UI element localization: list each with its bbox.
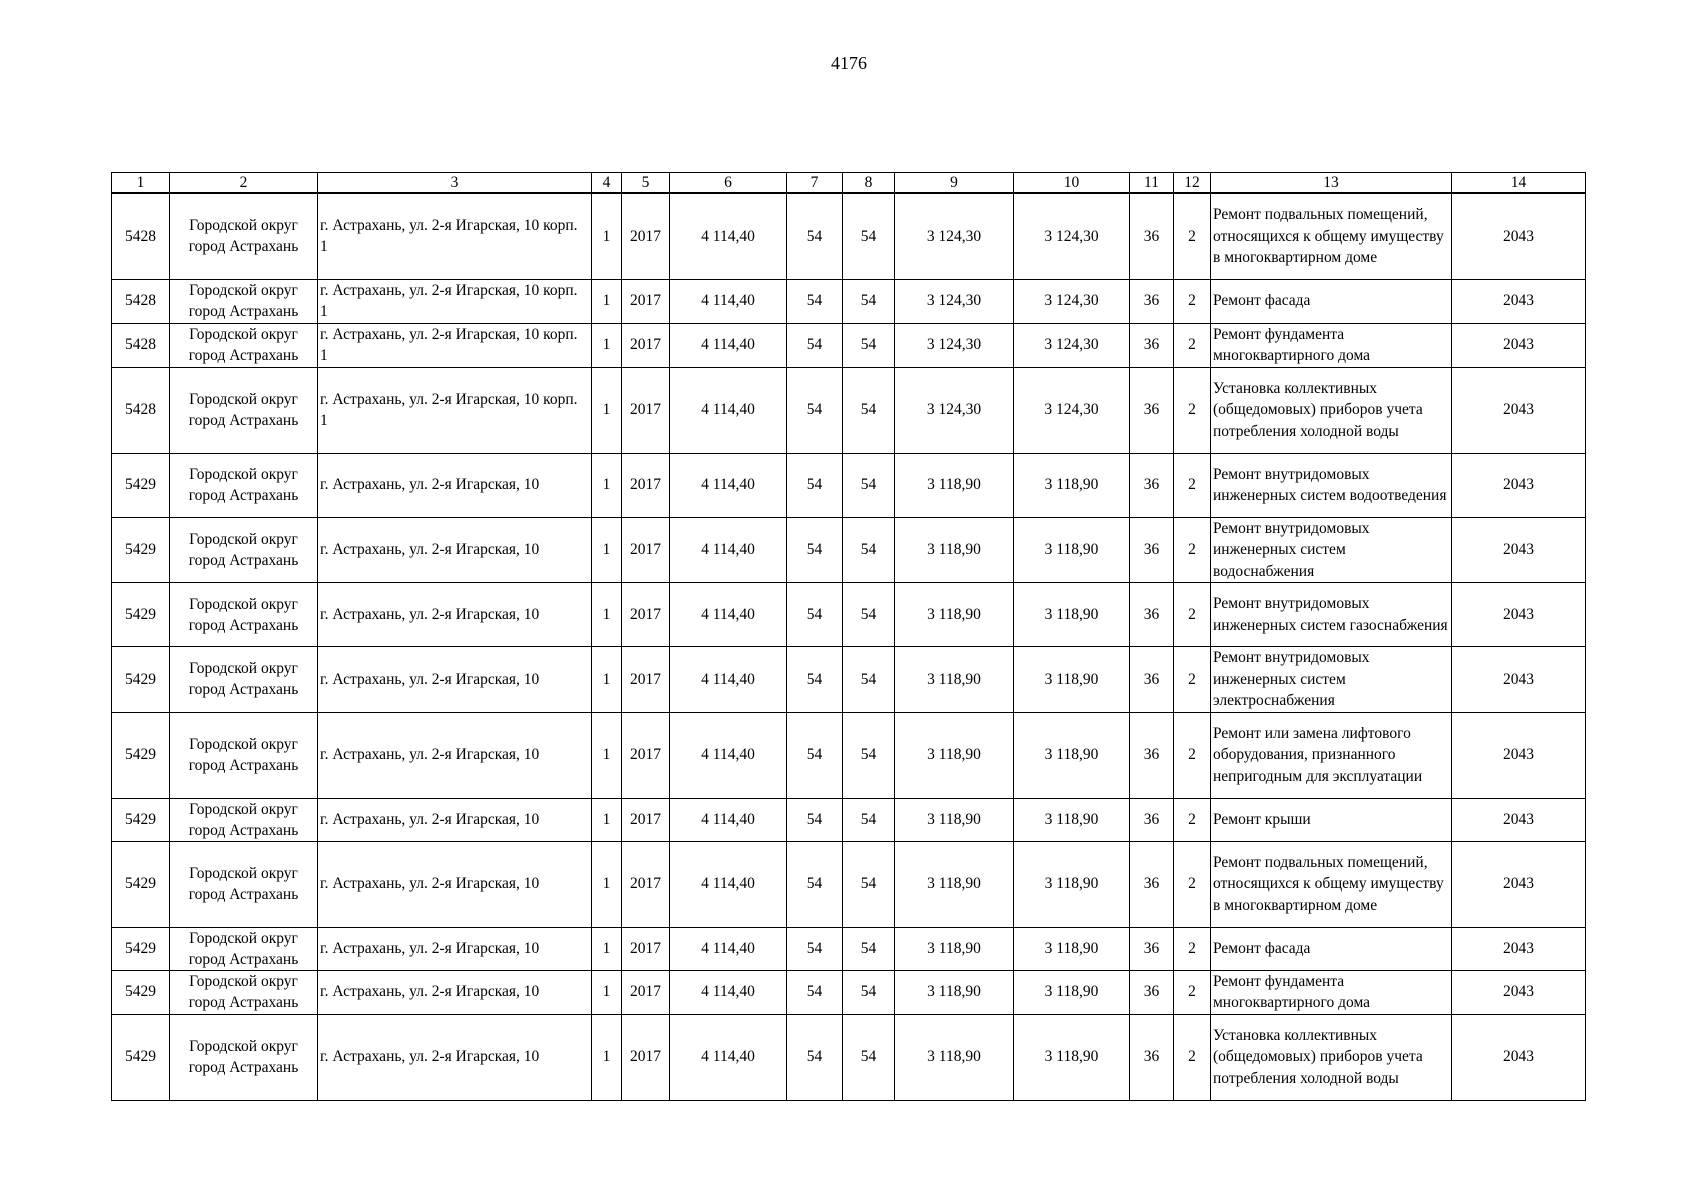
table-row: [112, 323, 1586, 367]
col-4-cell: 1: [592, 367, 622, 453]
col-11-cell: 36: [1130, 647, 1174, 713]
living-area-cell: 3 124,30: [895, 193, 1014, 279]
column-number-row: [112, 173, 1586, 194]
col-12-cell: 2: [1174, 927, 1211, 970]
municipality-cell: Городской округ город Астрахань: [170, 841, 318, 927]
table-row: [112, 647, 1586, 713]
living-area-cell: 3 118,90: [895, 927, 1014, 970]
col-4-cell: 1: [592, 583, 622, 647]
page-number: 4176: [831, 53, 867, 73]
total-area-cell: 4 114,40: [670, 517, 787, 583]
table-row: [112, 279, 1586, 323]
col-10-cell: 3 124,30: [1014, 323, 1130, 367]
municipality-cell: Городской округ город Астрахань: [170, 279, 318, 323]
record-number-cell: 5429: [112, 927, 170, 970]
year-cell: 2017: [622, 970, 670, 1014]
total-area-cell: 4 114,40: [670, 367, 787, 453]
table-header: [112, 173, 1586, 194]
col-8-cell: 54: [843, 798, 895, 841]
record-number-cell: 5429: [112, 970, 170, 1014]
work-type-cell: Ремонт или замена лифтового оборудования, признанного непригодным для эксплуатации: [1211, 712, 1452, 798]
column-number-7: 7: [787, 173, 843, 194]
year-cell: 2017: [622, 323, 670, 367]
col-8-cell: 54: [843, 647, 895, 713]
col-10-cell: 3 118,90: [1014, 583, 1130, 647]
table-row: [112, 712, 1586, 798]
table-row: [112, 927, 1586, 970]
column-number-12: 12: [1174, 173, 1211, 194]
col-7-cell: 54: [787, 367, 843, 453]
total-area-cell: 4 114,40: [670, 583, 787, 647]
work-type-cell: Ремонт фундамента многоквартирного дома: [1211, 970, 1452, 1014]
column-number-10: 10: [1014, 173, 1130, 194]
record-number-cell: 5428: [112, 323, 170, 367]
total-area-cell: 4 114,40: [670, 841, 787, 927]
col-7-cell: 54: [787, 798, 843, 841]
col-4-cell: 1: [592, 647, 622, 713]
address-cell: г. Астрахань, ул. 2-я Игарская, 10 корп. 1: [318, 193, 592, 279]
municipality-cell: Городской округ город Астрахань: [170, 1014, 318, 1100]
work-type-cell: Ремонт внутридомовых инженерных систем газоснабжения: [1211, 583, 1452, 647]
year-cell: 2017: [622, 193, 670, 279]
living-area-cell: 3 124,30: [895, 279, 1014, 323]
col-12-cell: 2: [1174, 1014, 1211, 1100]
municipality-cell: Городской округ город Астрахань: [170, 712, 318, 798]
col-4-cell: 1: [592, 323, 622, 367]
col-12-cell: 2: [1174, 193, 1211, 279]
year-cell: 2017: [622, 1014, 670, 1100]
address-cell: г. Астрахань, ул. 2-я Игарская, 10: [318, 517, 592, 583]
municipality-cell: Городской округ город Астрахань: [170, 970, 318, 1014]
table-row: [112, 453, 1586, 517]
col-10-cell: 3 118,90: [1014, 712, 1130, 798]
col-12-cell: 2: [1174, 970, 1211, 1014]
record-number-cell: 5429: [112, 798, 170, 841]
col-4-cell: 1: [592, 927, 622, 970]
col-11-cell: 36: [1130, 279, 1174, 323]
year-cell: 2017: [622, 453, 670, 517]
col-11-cell: 36: [1130, 583, 1174, 647]
planned-year-cell: 2043: [1452, 798, 1586, 841]
col-11-cell: 36: [1130, 323, 1174, 367]
table-body: [112, 193, 1586, 1100]
living-area-cell: 3 118,90: [895, 453, 1014, 517]
year-cell: 2017: [622, 927, 670, 970]
year-cell: 2017: [622, 279, 670, 323]
column-number-4: 4: [592, 173, 622, 194]
record-number-cell: 5429: [112, 1014, 170, 1100]
col-8-cell: 54: [843, 927, 895, 970]
col-7-cell: 54: [787, 1014, 843, 1100]
table-row: [112, 841, 1586, 927]
col-11-cell: 36: [1130, 517, 1174, 583]
address-cell: г. Астрахань, ул. 2-я Игарская, 10: [318, 927, 592, 970]
municipality-cell: Городской округ город Астрахань: [170, 517, 318, 583]
work-type-cell: Ремонт подвальных помещений, относящихся к общему имуществу в многоквартирном доме: [1211, 841, 1452, 927]
total-area-cell: 4 114,40: [670, 970, 787, 1014]
col-11-cell: 36: [1130, 970, 1174, 1014]
column-number-1: 1: [112, 173, 170, 194]
living-area-cell: 3 118,90: [895, 517, 1014, 583]
address-cell: г. Астрахань, ул. 2-я Игарская, 10: [318, 970, 592, 1014]
col-11-cell: 36: [1130, 712, 1174, 798]
col-10-cell: 3 124,30: [1014, 367, 1130, 453]
col-12-cell: 2: [1174, 279, 1211, 323]
total-area-cell: 4 114,40: [670, 453, 787, 517]
total-area-cell: 4 114,40: [670, 193, 787, 279]
planned-year-cell: 2043: [1452, 517, 1586, 583]
planned-year-cell: 2043: [1452, 279, 1586, 323]
col-8-cell: 54: [843, 583, 895, 647]
col-4-cell: 1: [592, 279, 622, 323]
column-number-8: 8: [843, 173, 895, 194]
living-area-cell: 3 118,90: [895, 712, 1014, 798]
address-cell: г. Астрахань, ул. 2-я Игарская, 10: [318, 647, 592, 713]
col-7-cell: 54: [787, 193, 843, 279]
total-area-cell: 4 114,40: [670, 279, 787, 323]
record-number-cell: 5429: [112, 841, 170, 927]
col-11-cell: 36: [1130, 367, 1174, 453]
address-cell: г. Астрахань, ул. 2-я Игарская, 10 корп. 1: [318, 367, 592, 453]
work-type-cell: Ремонт внутридомовых инженерных систем электроснабжения: [1211, 647, 1452, 713]
col-11-cell: 36: [1130, 927, 1174, 970]
col-12-cell: 2: [1174, 323, 1211, 367]
municipality-cell: Городской округ город Астрахань: [170, 583, 318, 647]
col-7-cell: 54: [787, 517, 843, 583]
col-4-cell: 1: [592, 193, 622, 279]
table-row: [112, 193, 1586, 279]
work-type-cell: Ремонт подвальных помещений, относящихся к общему имуществу в многоквартирном доме: [1211, 193, 1452, 279]
municipality-cell: Городской округ город Астрахань: [170, 927, 318, 970]
planned-year-cell: 2043: [1452, 841, 1586, 927]
col-7-cell: 54: [787, 647, 843, 713]
year-cell: 2017: [622, 841, 670, 927]
planned-year-cell: 2043: [1452, 1014, 1586, 1100]
col-8-cell: 54: [843, 367, 895, 453]
column-number-2: 2: [170, 173, 318, 194]
address-cell: г. Астрахань, ул. 2-я Игарская, 10: [318, 712, 592, 798]
col-8-cell: 54: [843, 323, 895, 367]
municipality-cell: Городской округ город Астрахань: [170, 323, 318, 367]
col-10-cell: 3 118,90: [1014, 798, 1130, 841]
col-4-cell: 1: [592, 712, 622, 798]
col-12-cell: 2: [1174, 841, 1211, 927]
col-4-cell: 1: [592, 517, 622, 583]
year-cell: 2017: [622, 517, 670, 583]
col-8-cell: 54: [843, 517, 895, 583]
address-cell: г. Астрахань, ул. 2-я Игарская, 10 корп. 1: [318, 279, 592, 323]
column-number-13: 13: [1211, 173, 1452, 194]
planned-year-cell: 2043: [1452, 583, 1586, 647]
col-10-cell: 3 118,90: [1014, 841, 1130, 927]
col-8-cell: 54: [843, 841, 895, 927]
col-12-cell: 2: [1174, 367, 1211, 453]
address-cell: г. Астрахань, ул. 2-я Игарская, 10: [318, 583, 592, 647]
address-cell: г. Астрахань, ул. 2-я Игарская, 10: [318, 841, 592, 927]
col-8-cell: 54: [843, 970, 895, 1014]
work-type-cell: Ремонт фасада: [1211, 279, 1452, 323]
planned-year-cell: 2043: [1452, 453, 1586, 517]
work-type-cell: Установка коллективных (общедомовых) приборов учета потребления холодной воды: [1211, 367, 1452, 453]
col-10-cell: 3 118,90: [1014, 927, 1130, 970]
column-number-11: 11: [1130, 173, 1174, 194]
work-type-cell: Установка коллективных (общедомовых) приборов учета потребления холодной воды: [1211, 1014, 1452, 1100]
work-type-cell: Ремонт внутридомовых инженерных систем водоотведения: [1211, 453, 1452, 517]
column-number-6: 6: [670, 173, 787, 194]
col-4-cell: 1: [592, 1014, 622, 1100]
col-11-cell: 36: [1130, 193, 1174, 279]
municipality-cell: Городской округ город Астрахань: [170, 798, 318, 841]
planned-year-cell: 2043: [1452, 193, 1586, 279]
table-row: [112, 970, 1586, 1014]
address-cell: г. Астрахань, ул. 2-я Игарская, 10 корп. 1: [318, 323, 592, 367]
col-7-cell: 54: [787, 712, 843, 798]
column-number-14: 14: [1452, 173, 1586, 194]
col-11-cell: 36: [1130, 798, 1174, 841]
living-area-cell: 3 118,90: [895, 841, 1014, 927]
col-11-cell: 36: [1130, 453, 1174, 517]
col-8-cell: 54: [843, 453, 895, 517]
work-type-cell: Ремонт внутридомовых инженерных систем водоснабжения: [1211, 517, 1452, 583]
work-type-cell: Ремонт фундамента многоквартирного дома: [1211, 323, 1452, 367]
col-12-cell: 2: [1174, 453, 1211, 517]
col-10-cell: 3 118,90: [1014, 517, 1130, 583]
col-7-cell: 54: [787, 453, 843, 517]
total-area-cell: 4 114,40: [670, 647, 787, 713]
work-type-cell: Ремонт фасада: [1211, 927, 1452, 970]
municipality-cell: Городской округ город Астрахань: [170, 453, 318, 517]
col-4-cell: 1: [592, 841, 622, 927]
col-10-cell: 3 118,90: [1014, 970, 1130, 1014]
year-cell: 2017: [622, 367, 670, 453]
living-area-cell: 3 118,90: [895, 970, 1014, 1014]
col-8-cell: 54: [843, 193, 895, 279]
table-row: [112, 1014, 1586, 1100]
table-row: [112, 583, 1586, 647]
living-area-cell: 3 118,90: [895, 798, 1014, 841]
col-8-cell: 54: [843, 279, 895, 323]
col-11-cell: 36: [1130, 841, 1174, 927]
work-type-cell: Ремонт крыши: [1211, 798, 1452, 841]
column-number-9: 9: [895, 173, 1014, 194]
col-7-cell: 54: [787, 583, 843, 647]
planned-year-cell: 2043: [1452, 927, 1586, 970]
total-area-cell: 4 114,40: [670, 1014, 787, 1100]
address-cell: г. Астрахань, ул. 2-я Игарская, 10: [318, 1014, 592, 1100]
table-row: [112, 798, 1586, 841]
living-area-cell: 3 118,90: [895, 647, 1014, 713]
address-cell: г. Астрахань, ул. 2-я Игарская, 10: [318, 453, 592, 517]
total-area-cell: 4 114,40: [670, 712, 787, 798]
col-7-cell: 54: [787, 279, 843, 323]
living-area-cell: 3 124,30: [895, 367, 1014, 453]
total-area-cell: 4 114,40: [670, 798, 787, 841]
col-4-cell: 1: [592, 798, 622, 841]
record-number-cell: 5428: [112, 367, 170, 453]
record-number-cell: 5429: [112, 712, 170, 798]
record-number-cell: 5429: [112, 453, 170, 517]
planned-year-cell: 2043: [1452, 323, 1586, 367]
col-12-cell: 2: [1174, 647, 1211, 713]
column-number-5: 5: [622, 173, 670, 194]
record-number-cell: 5428: [112, 279, 170, 323]
municipality-cell: Городской округ город Астрахань: [170, 193, 318, 279]
record-number-cell: 5429: [112, 647, 170, 713]
col-4-cell: 1: [592, 453, 622, 517]
col-10-cell: 3 118,90: [1014, 453, 1130, 517]
col-10-cell: 3 118,90: [1014, 647, 1130, 713]
planned-year-cell: 2043: [1452, 712, 1586, 798]
col-10-cell: 3 124,30: [1014, 279, 1130, 323]
col-12-cell: 2: [1174, 517, 1211, 583]
address-cell: г. Астрахань, ул. 2-я Игарская, 10: [318, 798, 592, 841]
col-8-cell: 54: [843, 712, 895, 798]
col-12-cell: 2: [1174, 712, 1211, 798]
col-7-cell: 54: [787, 841, 843, 927]
planned-year-cell: 2043: [1452, 970, 1586, 1014]
col-4-cell: 1: [592, 970, 622, 1014]
col-12-cell: 2: [1174, 798, 1211, 841]
col-10-cell: 3 118,90: [1014, 1014, 1130, 1100]
table-row: [112, 517, 1586, 583]
planned-year-cell: 2043: [1452, 367, 1586, 453]
col-7-cell: 54: [787, 323, 843, 367]
col-10-cell: 3 124,30: [1014, 193, 1130, 279]
municipality-cell: Городской округ город Астрахань: [170, 647, 318, 713]
year-cell: 2017: [622, 647, 670, 713]
record-number-cell: 5429: [112, 583, 170, 647]
col-11-cell: 36: [1130, 1014, 1174, 1100]
record-number-cell: 5429: [112, 517, 170, 583]
planned-year-cell: 2043: [1452, 647, 1586, 713]
year-cell: 2017: [622, 798, 670, 841]
column-number-3: 3: [318, 173, 592, 194]
living-area-cell: 3 118,90: [895, 1014, 1014, 1100]
year-cell: 2017: [622, 583, 670, 647]
year-cell: 2017: [622, 712, 670, 798]
col-12-cell: 2: [1174, 583, 1211, 647]
col-7-cell: 54: [787, 927, 843, 970]
table-row: [112, 367, 1586, 453]
municipality-cell: Городской округ город Астрахань: [170, 367, 318, 453]
total-area-cell: 4 114,40: [670, 323, 787, 367]
total-area-cell: 4 114,40: [670, 927, 787, 970]
col-8-cell: 54: [843, 1014, 895, 1100]
living-area-cell: 3 118,90: [895, 583, 1014, 647]
capital-repair-table: [111, 172, 1586, 1101]
record-number-cell: 5428: [112, 193, 170, 279]
col-7-cell: 54: [787, 970, 843, 1014]
living-area-cell: 3 124,30: [895, 323, 1014, 367]
